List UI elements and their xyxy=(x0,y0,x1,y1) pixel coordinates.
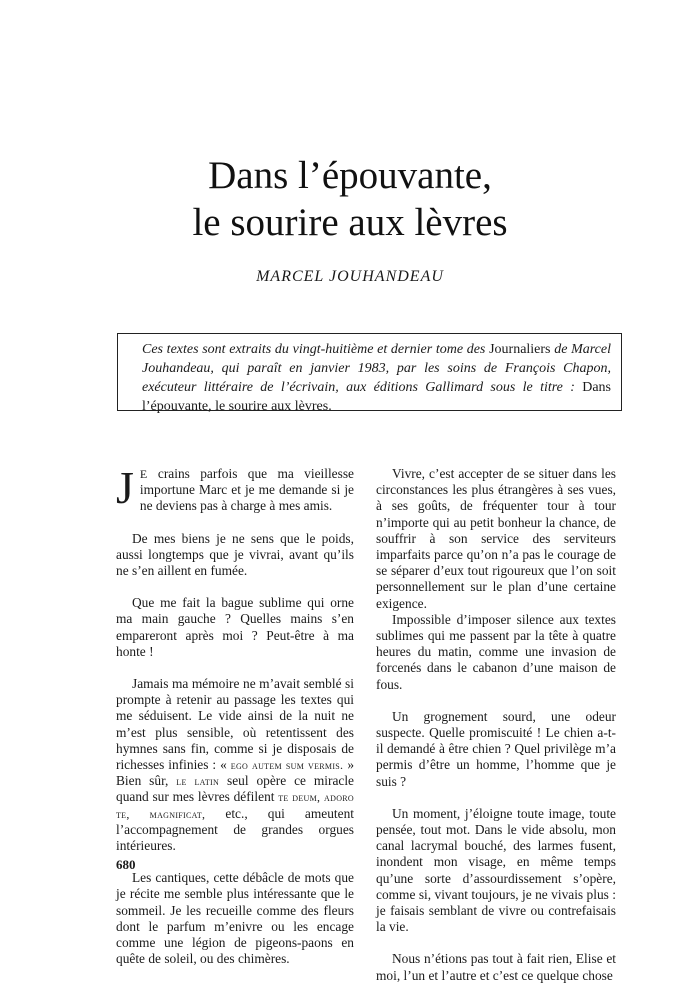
intro-box xyxy=(117,333,622,414)
paragraph-8: Un grognement sourd, une odeur suspecte. Quelle promiscuité ! Le chien a-t-il demandé à être chien ? Quel privilège m’a permis d’être un homme, l’homme que je suis ? xyxy=(376,708,616,789)
intro-paragraph xyxy=(142,340,611,416)
intro-book-title: Dans l’épouvante, le sourire aux lèvres. xyxy=(142,380,611,414)
latin-quote: ego autem sum vermis. xyxy=(230,758,344,773)
paragraph-1 xyxy=(116,462,354,515)
paragraph-4-text-c: seul opère ce miracle quand sur mes lèvres défilent xyxy=(116,773,355,805)
left-column xyxy=(116,462,355,983)
right-column xyxy=(376,466,616,984)
paragraph-4-text-b: » Bien sûr, xyxy=(116,757,355,789)
article-title xyxy=(0,152,700,246)
paragraph-7: Impossible d’imposer silence aux textes sublimes qui me passent par la tête à quatre heures du matin, comme une invasion de forcenés dans le cabanon d’une maison de fous. xyxy=(376,611,616,692)
page-number: 680 xyxy=(116,857,136,872)
paragraph-3: Que me fait la bague sublime qui orne ma main gauche ? Quelles mains s’en empareront après moi ? Peut-être à ma honte ! xyxy=(116,595,354,659)
hymn-titles: te deum, adoro te, magnificat, xyxy=(116,790,354,821)
title-line-2: le sourire aux lèvres xyxy=(192,201,508,244)
author-name: MARCEL JOUHANDEAU xyxy=(256,268,444,285)
intro-journaliers: Journaliers xyxy=(489,342,551,357)
paragraph-9: Un moment, j’éloigne toute image, toute pensée, tout mot. Dans le vide absolu, mon canal lacrymal bouché, des larmes fusent, inondent mon visage, en même temps qu’une sorte d’assourdissement s’opère, comme si, vivant toujours, je ne vivais plus : je faisais semblant de vivre ou contrefaisais la vie. xyxy=(376,805,616,935)
paragraph-5: Les cantiques, cette débâcle de mots que je récite me semble plus intéressante que le sommeil. Je les recueille comme des fleurs dont le parfum m’enivre ou les encage comme une légion de pigeons-paons en quête de soleil, ou des chimères. xyxy=(116,870,354,967)
paragraph-4 xyxy=(116,676,354,854)
paragraph-4-text-d: etc., qui ameutent l’accompagnement de grandes orgues intérieures. xyxy=(116,805,354,854)
paragraph-4-text-a: Jamais ma mémoire ne m’avait semblé si prompte à retenir au passage les textes qui me séduisent. Le vide ainsi de la nuit ne m’est plus sensible, où retentissent des hymnes sans fin, comme si je disposais de richesses infinies : « xyxy=(116,676,354,773)
paragraph-10: Nous n’étions pas tout à fait rien, Elise et moi, l’un et l’autre et c’est ce quelque chose xyxy=(376,951,616,983)
smallcaps-start: E xyxy=(139,467,148,481)
drop-cap: J xyxy=(116,462,134,513)
paragraph-1-text: crains parfois que ma vieillesse importune Marc et je me demande si je ne deviens pas à charge à mes amis. xyxy=(139,466,354,514)
title-line-1: Dans l’épouvante, xyxy=(208,154,492,197)
latin-word: le latin xyxy=(176,774,220,789)
intro-text-1: Ces textes sont extraits du vingt-huitième et dernier tome des xyxy=(142,342,490,357)
paragraph-2: De mes biens je ne sens que le poids, aussi longtemps que je vivrai, avant qu’ils ne s’en aillent en fumée. xyxy=(116,530,354,579)
paragraph-6: Vivre, c’est accepter de se situer dans les circonstances les plus étrangères à ses vues, à ses goûts, de fréquenter tour à tour n’importe qui au petit bonheur la chance, de souffrir à son service des serviteurs imparfaits parce qu’on n’a pas le courage de se séparer d’eux tout rigoureux que l’on soit personnellement sur le plan d’une certaine exigence. xyxy=(376,466,616,611)
intro-text-2: de Marcel Jouhandeau, qui paraît en janvier 1983, par les soins de François Chapon, exécuteur littéraire de l’écrivain, aux éditions Gallimard sous le titre : xyxy=(142,342,611,395)
